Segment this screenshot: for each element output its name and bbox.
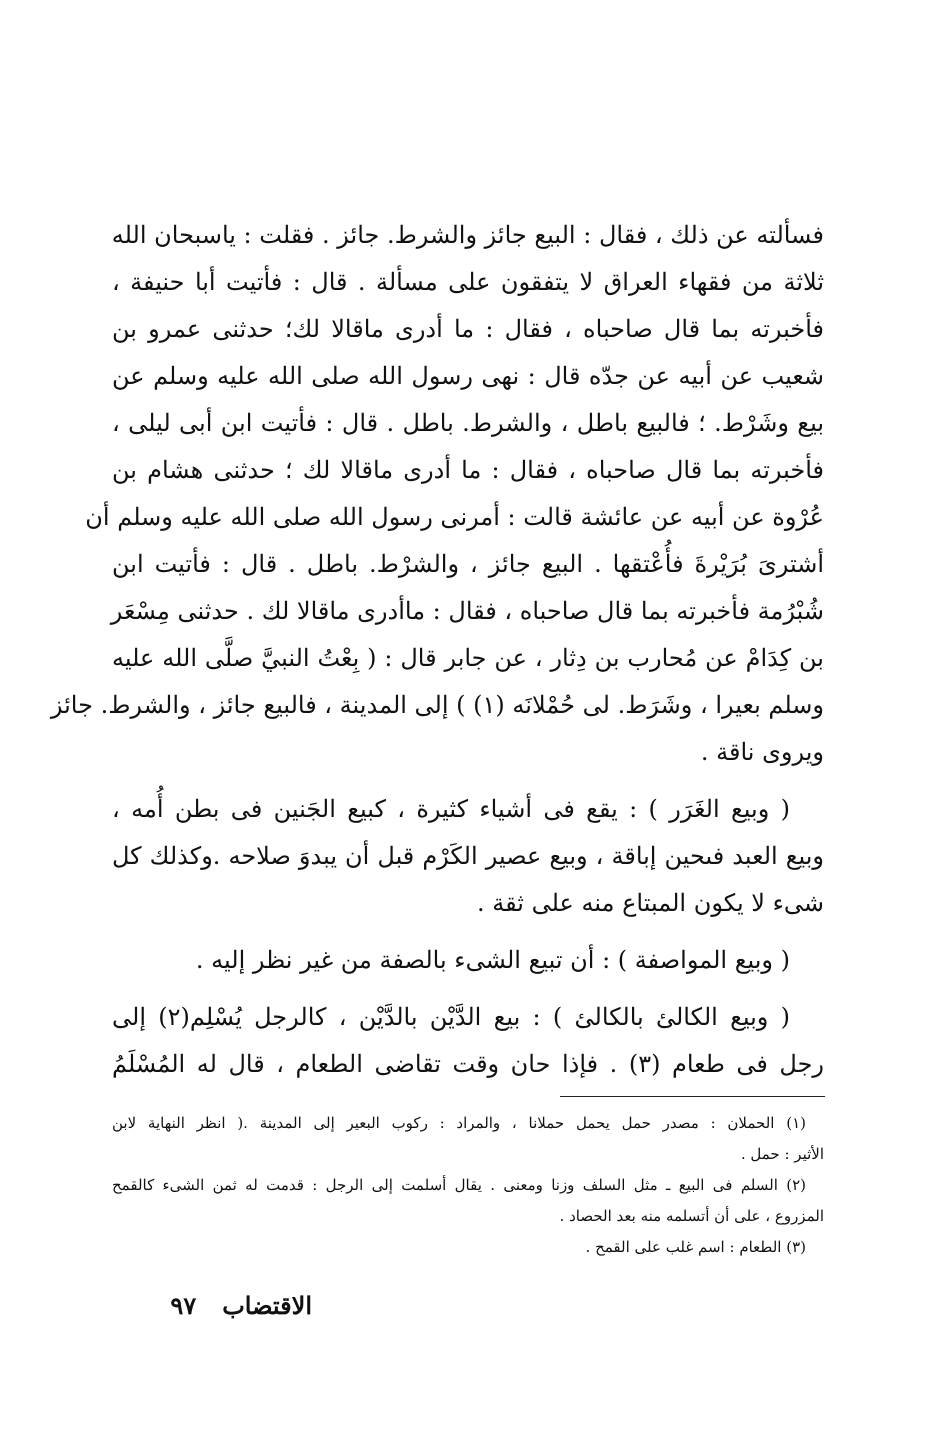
text-line: بن كِدَامْ عن مُحارب بن دِثار ، عن جابر قال : ( بِعْتُ النبيَّ صلَّى الله عليه <box>112 644 824 672</box>
footnote-line: (٢) السلم فى البيع ـ مثل السلف وزنا ومعنى . يقال أسلمت إلى الرجل : قدمت له ثمن الشىء كالقمح <box>112 1176 806 1194</box>
text-line-gharar: شىء لا يكون المبتاع منه على ثقة . <box>477 889 824 917</box>
text-line: ويروى ناقة . <box>700 738 824 766</box>
text-line: فأخبرته بما قال صاحباه ، فقال : ما أدرى ماقالا لك ؛ حدثنى هشام بن <box>112 456 824 484</box>
paragraph-gap <box>112 776 824 786</box>
text-line: أشترىَ بُرَيْرةَ فأُعْتقها . البيع جائز ، والشرْط. باطل . قال : فأتيت ابن <box>112 550 824 578</box>
paragraph-gap <box>112 927 824 937</box>
footnote-line: (٣) الطعام : اسم غلب على القمح . <box>585 1238 806 1256</box>
text-line: شعيب عن أبيه عن جدّه قال : نهى رسول الله صلى الله عليه وسلم عن <box>112 362 825 390</box>
text-line: عُرْوة عن أبيه عن عائشة قالت : أمرنى رسول الله صلى الله عليه وسلم أن <box>85 503 824 531</box>
footnotes-block <box>112 1108 824 1263</box>
text-line: فسألته عن ذلك ، فقال : البيع جائز والشرط. جائز . فقلت : ياسبحان الله <box>111 221 824 249</box>
text-line-kali: ( وبيع الكالئ بالكالئ ) : بيع الدَّيْن بالدَّيْن ، كالرجل يُسْلِم(٢) إلى <box>112 1003 790 1031</box>
main-text-block <box>50 212 825 1088</box>
footnote-line: (١) الحملان : مصدر حمل يحمل حملانا ، والمراد : ركوب البعير إلى المدينة .( انظر النهاية لابن <box>112 1114 806 1132</box>
text-line-muwasafa: ( وبيع المواصفة ) : أن تبيع الشىء بالصفة من غير نظر إليه . <box>195 946 790 974</box>
text-line-gharar: ( وبيع الغَرَر ) : يقع فى أشياء كثيرة ، كبيع الجَنين فى بطن أُمه ، <box>112 795 790 823</box>
running-title: الاقتضاب <box>222 1291 312 1320</box>
text-line-gharar: وبيع العبد فىحين إباقة ، وبيع عصير الكَرْم قبل أن يبدوَ صلاحه .وكذلك كل <box>112 842 824 870</box>
paragraph-gap <box>112 984 824 994</box>
text-line: شُبْرُمة فأخبرته بما قال صاحباه ، فقال : ماأدرى ماقالا لك . حدثنى مِسْعَر <box>110 597 824 625</box>
text-line-kali: رجل فى طعام (٣) . فإذا حان وقت تقاضى الطعام ، قال له المُسْلَمُ <box>112 1050 825 1078</box>
text-line: بيع وشَرْط. ؛ فالبيع باطل ، والشرط. باطل . قال : فأتيت ابن أبى ليلى ، <box>112 409 824 437</box>
page-footer <box>112 1286 312 1326</box>
text-line: وسلم بعيرا ، وشَرَط. لى حُمْلانَه (١) ) إلى المدينة ، فالبيع جائز ، والشرط. جائز <box>50 691 824 719</box>
footnote-line: الأثير : حمل . <box>740 1145 824 1163</box>
text-line: ثلاثة من فقهاء العراق لا يتفقون على مسألة . قال : فأتيت أبا حنيفة ، <box>112 268 824 296</box>
footnote-line: المزروع ، على أن أتسلمه منه بعد الحصاد . <box>559 1207 824 1225</box>
page-number: ٩٧ <box>170 1291 197 1320</box>
footnote-divider <box>560 1096 825 1097</box>
text-line: فأخبرته بما قال صاحباه ، فقال : ما أدرى ماقالا لك؛ حدثنى عمرو بن <box>112 315 824 343</box>
